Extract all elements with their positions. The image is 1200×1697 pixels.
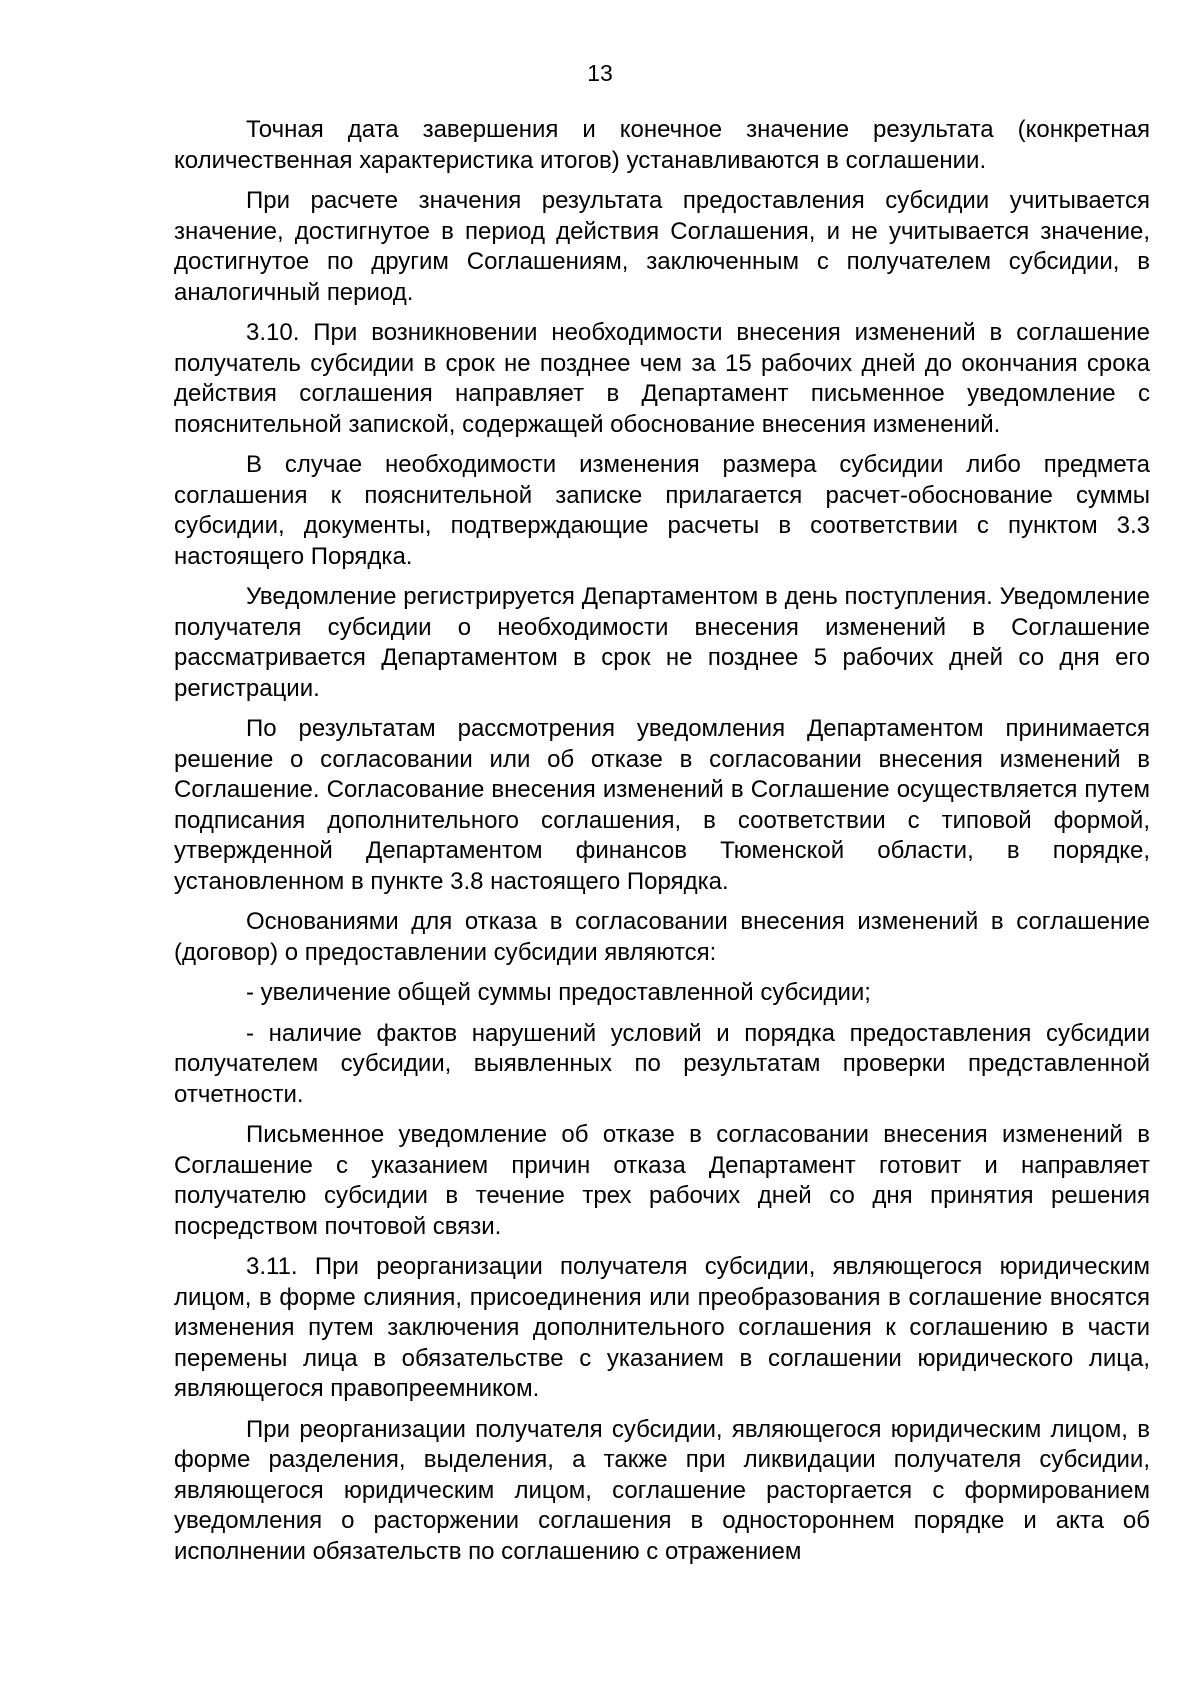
paragraph-3-10: 3.10. При возникновении необходимости внесения изменений в соглашение получатель субсидии в срок не позднее чем за 15 рабочих дней до окончания срока действия соглашения направляет в Департамент письменное уведомление с пояснительной запиской, содержащей обоснование внесения изменений. <box>174 319 1150 438</box>
paragraph-3-11: 3.11. При реорганизации получателя субсидии, являющегося юридическим лицом, в форме слияния, присоединения или преобразования в соглашение вносятся изменения путем заключения дополнительного соглашения к соглашению в части перемены лица в обязательстве с указанием в соглашении юридического лица, являющегося правопреемником. <box>174 1253 1150 1402</box>
document-body <box>174 115 1150 1577</box>
paragraph-result-date: Точная дата завершения и конечное значение результата (конкретная количественная характеристика итогов) устанавливаются в соглашении. <box>174 116 1150 174</box>
list-item-sum-increase: - увеличение общей суммы предоставленной субсидии; <box>246 979 871 1006</box>
paragraph-review-results: По результатам рассмотрения уведомления Департаментом принимается решение о согласовании или об отказе в согласовании внесения изменений в Соглашение. Согласование внесения изменений в Соглашение осуществляется путем подписания дополнительного соглашения, в соответствии с типовой формой, утвержденной Департаментом финансов Тюменской области, в порядке, установленном в пункте 3.8 настоящего Порядка. <box>174 715 1150 895</box>
paragraph-result-calculation: При расчете значения результата предоставления субсидии учитывается значение, достигнутое в период действия Соглашения, и не учитывается значение, достигнутое по другим Соглашениям, заключенным с получателем субсидии, в аналогичный период. <box>174 187 1150 306</box>
paragraph-refusal-grounds: Основаниями для отказа в согласовании внесения изменений в соглашение (договор) о предоставлении субсидии являются: <box>174 908 1150 966</box>
paragraph-subsidy-change: В случае необходимости изменения размера субсидии либо предмета соглашения к пояснительной записке прилагается расчет-обоснование суммы субсидии, документы, подтверждающие расчеты в соответствии с пунктом 3.3 настоящего Порядка. <box>174 451 1150 570</box>
paragraph-reorganization-termination: При реорганизации получателя субсидии, являющегося юридическим лицом, в форме разделения, выделения, а также при ликвидации получателя субсидии, являющегося юридическим лицом, соглашение расторгается с формированием уведомления о расторжении соглашения в одностороннем порядке и акта об исполнении обязательств по соглашению с отражением <box>174 1415 1150 1565</box>
list-item-violations: - наличие фактов нарушений условий и порядка предоставления субсидии получателем субсидии, выявленных по результатам проверки представленной отчетности. <box>174 1019 1150 1108</box>
paragraph-notice-registration: Уведомление регистрируется Департаментом в день поступления. Уведомление получателя субсидии о необходимости внесения изменений в Соглашение рассматривается Департаментом в срок не позднее 5 рабочих дней со дня его регистрации. <box>174 583 1150 702</box>
page-number: 13 <box>587 60 613 86</box>
paragraph-refusal-notice: Письменное уведомление об отказе в согласовании внесения изменений в Соглашение с указанием причин отказа Департамент готовит и направляет получателю субсидии в течение трех рабочих дней со дня принятия решения посредством почтовой связи. <box>174 1121 1150 1240</box>
